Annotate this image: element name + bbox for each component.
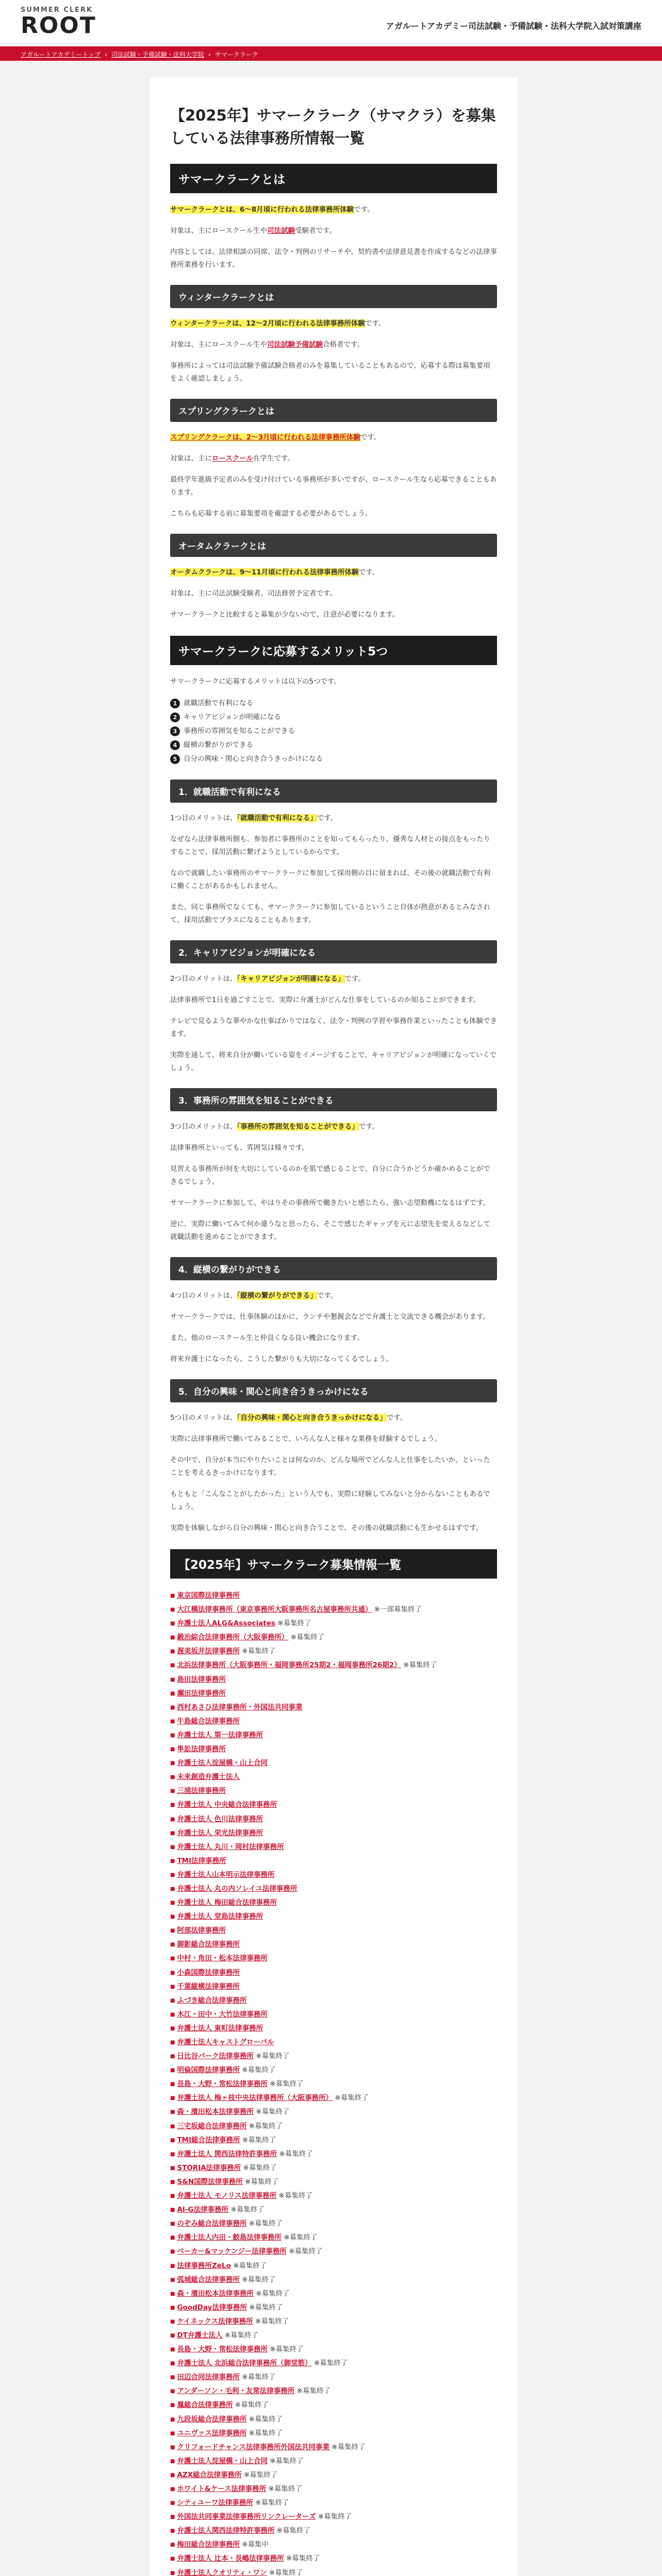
firm-link[interactable]: 森・濱田松本法律事務所 [177,2108,254,2116]
paragraph [170,1412,497,1425]
firm-status: 募集終了 [292,2554,320,2563]
firm-list-item: ■ シティユーワ法律事務所 ※募集終了 [170,2496,497,2510]
highlight-text: ウィンタークラークは、12〜2月頃に行われる法律事務所体験 [170,319,365,328]
firm-status: 募集終了 [261,2052,290,2061]
firm-status: 募集中 [247,2540,269,2549]
firm-link[interactable]: 阿部法律事務所 [177,1926,226,1935]
firm-list-item [170,1728,497,1742]
logo-wordmark [21,14,124,38]
section-heading-summer-clerk: サマークラークとは [170,164,497,193]
firm-list [170,1589,497,2576]
firm-link[interactable]: ユニヴァス法律事務所 [177,2429,247,2437]
paragraph: 将来弁護士になったら、こうした繋がりも大切になってくるでしょう。 [170,1355,393,1363]
highlight-text: サマークラークとは、6〜8月頃に行われる法律事務所体験 [170,206,354,214]
firm-list-item: ■ クリフォードチャンス法律事務所外国法共同事業 ※募集終了 [170,2441,497,2454]
firm-link[interactable]: TMI総合法律事務所 [177,2136,240,2144]
number-badge-icon: 2 [170,713,180,722]
firm-link[interactable]: 北浜法律事務所（大阪事務所・福岡事務所25期2・福岡事務所26期2） [177,1661,401,1670]
firm-link[interactable]: 中村・角田・松本法律事務所 [177,1954,268,1963]
subsection-heading-merit-2: 2．キャリアビジョンが明確になる [170,940,497,963]
highlight-text: 「自分の興味・関心と向き合うきっかけになる」 [237,1414,387,1422]
page-title: 【2025年】サマークラーク（サマクラ）を募集している法律事務所情報一覧 [170,107,496,147]
list-item [170,710,497,724]
paragraph [170,973,497,986]
list-item [170,752,497,766]
firm-link[interactable]: STORIA法律事務所 [177,2163,241,2172]
firm-status: 募集終了 [285,2149,313,2158]
paragraph [170,812,497,825]
firm-link[interactable]: 三宅坂総合法律事務所 [177,2122,247,2130]
text: 合格者です。 [323,341,364,349]
paragraph: もともと「こんなことがしたかった」という人でも、実際に経験してみないと分からないこともあるでしょう。 [170,1490,490,1511]
site-header [0,0,662,46]
firm-link[interactable]: 弁護士法人 丸川・岡村法律事務所 [177,1842,284,1851]
highlight-text: オータムクラークは、9〜11月頃に行われる法律事務所体験 [170,568,359,577]
subsection-heading-autumn-clerk: オータムクラークとは [170,534,497,557]
firm-list-item: ■ 九段坂総合法律事務所 ※募集終了 [170,2413,497,2427]
firm-link[interactable]: 弁護士法人 北浜総合法律事務所（御堂筋） [177,2359,312,2368]
firm-link[interactable]: 弁護士法人 東町法律事務所 [177,2024,263,2032]
paragraph: 法律事務所で1日を過ごすことで、実際に弁護士がどんな仕事をしているのか知ることができます。 [170,996,481,1004]
firm-list-item: ■ アンダーソン・毛利・友常法律事務所 ※募集終了 [170,2384,497,2398]
firm-link[interactable]: 弁護士法人クオリティ・ワン [177,2568,267,2576]
firm-list-item: ■ のぞみ総合法律事務所 ※募集終了 [170,2217,497,2231]
text: 就職活動で有利になる [184,699,253,707]
firm-link[interactable]: 弁護士法人 丸の内ソレイユ法律事務所 [177,1884,297,1893]
firm-link[interactable]: 九段坂総合法律事務所 [177,2415,247,2424]
logo-wordmark-text: ROOT [21,12,96,39]
subsection-heading-winter-clerk: ウィンタークラークとは [170,285,497,308]
firm-link[interactable]: 弁護士法人 中央総合法律事務所 [177,1801,277,1809]
firm-link[interactable]: 弁護士法人 栄光法律事務所 [177,1828,263,1837]
paragraph: こちらも応募する前に募集要項を確認する必要があるでしょう。 [170,510,372,518]
firm-list-item [170,1673,497,1687]
firm-list-item [170,1826,497,1840]
firm-link[interactable]: 弁護士法人淀屋橋・山上合同 [177,2456,268,2465]
firm-status: 募集終了 [241,2401,269,2410]
firm-link[interactable]: 法律事務所ZeLo [177,2261,231,2270]
firm-list-item: ■ 長島・大野・常松法律事務所 ※募集終了 [170,2077,497,2091]
firm-link[interactable]: 梅田総合法律事務所 [177,2540,240,2549]
header-site-title[interactable]: アガルートアカデミー司法試験・予備試験・法科大学院入試対策講座 [386,21,641,31]
firm-list-item: ■ 弁護士法人内田・鮫島法律事務所 ※募集終了 [170,2231,497,2245]
subsection-heading-spring-clerk: スプリングクラークとは [170,399,497,422]
text: です。 [344,975,365,983]
paragraph: 最終学年進級予定者のみを受け付けている事務所が多いですが、ロースクール生なら応募できることもあります。 [170,476,497,497]
firm-list-item [170,1882,497,1896]
firm-list-item [170,1938,497,1952]
firm-link[interactable]: ホワイト&ケース法律事務所 [177,2485,267,2493]
firm-status: 募集終了 [247,2275,276,2284]
subsection-heading-merit-3: 3．事務所の雰囲気を知ることができる [170,1088,497,1111]
inline-link[interactable]: ロースクール [212,454,254,463]
paragraph: また、同じ事務所でなくても、サマークラークに参加しているということ自体が熱意があるとみなされて、採用活動でプラスになることもあります。 [170,903,490,924]
firm-link[interactable]: 森・濱田松本法律事務所 [177,2289,254,2298]
firm-link[interactable]: 明倫国際法律事務所 [177,2066,240,2075]
firm-list-item: ■ 三宅坂総合法律事務所 ※募集終了 [170,2120,497,2133]
firm-list-item [170,2022,497,2036]
firm-list-item: ■ 弁護士法人ALG&Associates ※募集終了 [170,1617,497,1631]
firm-status: 募集終了 [296,1633,325,1642]
firm-link[interactable]: 弁護士法人内田・鮫島法律事務所 [177,2233,282,2242]
text: 3つ目のメリットは、 [170,1123,237,1131]
text: 縦横の繋がりができる [184,741,253,749]
firm-status: 募集終了 [236,2206,264,2214]
firm-link[interactable]: TMI法律事務所 [177,1856,226,1865]
text: 4つ目のメリットは、 [170,1292,237,1300]
highlight-text: 「キャリアビジョンが明確になる」 [237,975,345,983]
paragraph [170,566,497,579]
firm-link[interactable]: 東京国際法律事務所 [177,1591,240,1600]
firm-link[interactable]: 千葉縦横法律事務所 [177,1982,240,1991]
firm-link[interactable]: 木江・田中・大竹法律事務所 [177,2010,268,2019]
firm-list-item: ■ ホワイト&ケース法律事務所 ※募集終了 [170,2482,497,2496]
firm-list-item [170,2036,497,2049]
firm-link[interactable]: のぞみ総合法律事務所 [177,2219,247,2228]
firm-list-item: ■ 鳳総合法律事務所 ※募集終了 [170,2398,497,2412]
firm-list-item: ■ 森・濱田松本法律事務所 ※募集終了 [170,2287,497,2301]
paragraph [170,452,497,465]
firm-status: 募集終了 [409,1661,437,1670]
firm-status: 募集終了 [230,2331,258,2340]
firm-list-item: ■ 鍛冶綜合法律事務所（大阪事務所） ※募集終了 [170,1631,497,1645]
firm-status: 募集終了 [255,2122,283,2130]
list-item [170,738,497,752]
firm-link[interactable]: 田辺合同法律事務所 [177,2373,240,2382]
text: 受験者です。 [295,227,336,235]
firm-status: 募集終了 [320,2359,348,2368]
text: 対象は、主にロースクール生や [170,227,268,235]
firm-list-item [170,1812,497,1826]
firm-status: 募集終了 [275,2568,303,2576]
text: 5つ目のメリットは、 [170,1414,237,1422]
paragraph: サマークラークに参加して、やはりその事務所で働きたいと感じたら、強い志望動機になるはずです。 [170,1199,490,1207]
firm-link[interactable]: 弁護士法人 第一法律事務所 [177,1731,263,1739]
firm-list-item: ■ AZX総合法律事務所 ※募集終了 [170,2468,497,2482]
firm-list-item [170,1868,497,1882]
highlight-text: 「事務所の雰囲気を知ることができる」 [237,1123,359,1131]
firm-link[interactable]: 隼訟法律事務所 [177,1745,226,1754]
firm-status: 募集終了 [337,2443,366,2451]
text: です。 [360,433,381,442]
paragraph: なぜなら法律事務所側も、参加者に事務所のことを知ってもらったり、優秀な人材との接点をもったりすることで、採用活動に繋げようとしているからです。 [170,835,490,856]
firm-list-item [170,1966,497,1980]
firm-list-item [170,1589,497,1603]
firm-list-item: ■ 法律事務所ZeLo ※募集終了 [170,2259,497,2273]
text: 2つ目のメリットは、 [170,975,237,983]
firm-list-item [170,1994,497,2008]
text: 自分の興味・関心と向き合うきっかけになる [184,755,323,763]
breadcrumb-separator-icon: › [208,51,211,58]
firm-status: 募集終了 [247,2373,276,2382]
firm-status: 募集終了 [283,1619,311,1628]
firm-link[interactable]: ケイネックス法律事務所 [177,2317,253,2326]
firm-link[interactable]: 弁護士法人山本明示法律事務所 [177,1870,275,1879]
text: です。 [317,814,338,822]
firm-link[interactable]: 未来創造弁護士法人 [177,1773,240,1782]
text: です。 [358,1123,379,1131]
firm-list-item: ■ 弁護士法人関西法律特許事務所 ※募集終了 [170,2524,497,2538]
text: 在学生です。 [253,454,294,463]
inline-link[interactable]: 司法試験予備試験 [267,341,323,349]
paragraph [170,1121,497,1133]
firm-link[interactable]: 鳳総合法律事務所 [177,2401,233,2410]
paragraph: 実際を体験しながら自分の興味・関心と向き合うことで、その後の就職活動にも生かせるはずです。 [170,1524,483,1532]
logo-subtitle: SUMMER CLERK [21,6,93,14]
number-badge-icon: 3 [170,726,180,736]
firm-status: 募集終了 [275,2345,304,2354]
firm-link[interactable]: 長島・大野・常松法律事務所 [177,2080,268,2089]
number-badge-icon: 1 [170,699,180,708]
breadcrumb-item-current: サマークラーク [214,51,258,58]
firm-status: 募集終了 [251,2177,279,2186]
firm-list-item: ■ 日比谷パーク法律事務所 ※募集終了 [170,2049,497,2063]
firm-list-item: ■ 長島・大野・常松法律事務所 ※募集終了 [170,2343,497,2357]
firm-link[interactable]: 瀬田法律事務所 [177,1689,226,1698]
firm-list-item: ■ ユニヴァス法律事務所 ※募集終了 [170,2427,497,2441]
firm-status: 募集終了 [255,2303,283,2312]
firm-list-item: ■ 弁護士法人 梅ヶ枝中央法律事務所（大阪事務所） ※募集終了 [170,2091,497,2105]
firm-link[interactable]: 弁護士法人キャストグローバル [177,2038,274,2046]
firm-status: 募集終了 [247,2066,276,2075]
firm-list-item: ■ 弧城総合法律事務所 ※募集終了 [170,2273,497,2287]
firm-list-item [170,1784,497,1798]
firm-link[interactable]: 御影総合法律事務所 [177,1940,240,1949]
firm-link[interactable]: ふづき総合法律事務所 [177,1996,247,2005]
firm-list-item: ■ 外国法共同事業法律事務所リンクレーターズ ※募集終了 [170,2510,497,2524]
firm-status: 募集終了 [255,2219,283,2228]
firm-link[interactable]: 鍛冶綜合法律事務所（大阪事務所） [177,1633,289,1642]
firm-status: 募集終了 [283,2527,311,2535]
subsection-heading-merit-1: 1．就職活動で有利になる [170,779,497,803]
paragraph: サマークラークでは、仕事体験のほかに、ランチや懇親会などで弁護士と交流できる機会があります。 [170,1313,490,1321]
highlight-text: 「縦横の繋がりができる」 [237,1292,317,1300]
paragraph: 逆に、実際に働いてみて何か違うなと思ったら、そこで感じたギャップを元に志望先を変えるなどして就職活動を進めることができます。 [170,1220,490,1241]
text: です。 [317,1292,338,1300]
firm-link[interactable]: 西村あさひ法律事務所・外国法共同事業 [177,1703,303,1711]
firm-list-item [170,1924,497,1938]
paragraph [170,338,497,351]
firm-link[interactable]: 弁護士法人 モノリス法律事務所 [177,2192,277,2200]
firm-list-item: ■ 弁護士法人 関西法律特許事務所 ※募集終了 [170,2147,497,2161]
firm-list-item: ■ GoodDay法律事務所 ※募集終了 [170,2301,497,2315]
firm-link[interactable]: 渥美坂井法律事務所 [177,1647,240,1656]
firm-link[interactable]: AZX総合法律事務所 [177,2470,242,2479]
subsection-heading-merit-5: 5．自分の興味・関心と向き合うきっかけになる [170,1379,497,1402]
inline-link[interactable]: 司法試験 [267,227,295,235]
merit-list [170,697,497,766]
firm-list-item: ■ 明倫国際法律事務所 ※募集終了 [170,2063,497,2077]
firm-link[interactable]: 大江橋法律事務所（東京事務所大阪事務所名古屋事務所共通） [177,1605,372,1614]
firm-status: 募集終了 [254,2429,283,2437]
text: 1つ目のメリットは、 [170,814,237,822]
firm-list-item: ■ 森・濱田松本法律事務所 ※募集終了 [170,2105,497,2119]
paragraph [170,204,497,216]
paragraph: 事務所によっては司法試験予備試験合格者のみを募集していることもあるので、応募する際は募集要項をよく確認しましょう。 [170,362,490,383]
firm-list-item [170,1742,497,1756]
firm-status: 一部募集終了 [380,1605,422,1614]
firm-status: 募集終了 [261,2317,289,2326]
firm-list-item [170,1687,497,1701]
firm-status: 募集終了 [255,2415,283,2424]
text: 対象は、主に [170,454,212,463]
paragraph [170,225,497,238]
firm-list-item: ■ DT弁護士法人 ※募集終了 [170,2329,497,2343]
paragraph: 法律事務所といっても、雰囲気は様々です。 [170,1144,309,1152]
firm-status: 募集終了 [261,2499,289,2507]
firm-link[interactable]: ベーカー&マッケンジー法律事務所 [177,2247,287,2256]
firm-link[interactable]: DT弁護士法人 [177,2331,223,2340]
firm-list-item [170,1854,497,1868]
list-item [170,697,497,710]
firm-status: 募集終了 [274,2485,302,2493]
paragraph: 見習える事務所が何を大切にしているのかを肌で感じることで、自分に合うかどうか確かめることができるでしょう。 [170,1165,490,1186]
text: です。 [386,1414,407,1422]
firm-list-item [170,1896,497,1910]
firm-status: 募集終了 [247,1647,276,1656]
paragraph [170,431,497,444]
firm-list-item [170,1952,497,1965]
firm-list-item [170,1980,497,1994]
firm-list-item: ■ S&N国際法律事務所 ※募集終了 [170,2175,497,2189]
paragraph: 対象は、主に司法試験受験者、司法修習予定者です。 [170,589,337,598]
paragraph: また、他のロースクール生と仲良くなる良い機会になります。 [170,1334,364,1342]
breadcrumb [0,46,662,61]
firm-list-item [170,1798,497,1812]
firm-link[interactable]: 弁護士法人関西法律特許事務所 [177,2527,275,2535]
firm-list-item [170,1701,497,1715]
firm-list-item [170,1770,497,1784]
firm-status: 募集終了 [289,2233,318,2242]
firm-link[interactable]: 弁護士法人ALG&Associates [177,1619,276,1628]
firm-link[interactable]: GoodDay法律事務所 [177,2303,247,2312]
firm-list-item [170,1715,497,1728]
firm-link[interactable]: 弁護士法人 堂島法律事務所 [177,1912,263,1921]
paragraph [170,317,497,330]
firm-list-item: ■ ベーカー&マッケンジー法律事務所 ※募集終了 [170,2245,497,2259]
firm-status: 募集終了 [294,2247,323,2256]
paragraph: 内容としては、法律相談の同席、法令・判例のリサーチや、契約書や法律意見書を作成するなどの法律事務所業務を行います。 [170,248,497,269]
firm-link[interactable]: 弁護士法人淀屋橋・山上合同 [177,1759,268,1768]
firm-list-item [170,1756,497,1770]
firm-list-item: ■ 弁護士法人 北浜総合法律事務所（御堂筋） ※募集終了 [170,2357,497,2370]
firm-list-item: ■ 弁護士法人 辻本・長嶋法律事務所 ※募集終了 [170,2552,497,2566]
firm-link[interactable]: 長島・大野・常松法律事務所 [177,2345,268,2354]
firm-link[interactable]: アンダーソン・毛利・友常法律事務所 [177,2387,295,2396]
firm-list-item: ■ 大江橋法律事務所（東京事務所大阪事務所名古屋事務所共通） ※一部募集終了 [170,1603,497,1617]
firm-list-item: ■ AI-G法律事務所 ※募集終了 [170,2203,497,2217]
firm-link[interactable]: 弁護士法人 色川法律事務所 [177,1815,263,1823]
paragraph [170,1290,497,1302]
firm-link[interactable]: AI-G法律事務所 [177,2206,229,2214]
firm-status: 募集終了 [302,2387,330,2396]
number-badge-icon: 4 [170,740,180,750]
number-badge-icon: 5 [170,754,180,764]
firm-link[interactable]: シティユーワ法律事務所 [177,2499,253,2507]
section-heading-firm-list: 【2025年】サマークラーク募集情報一覧 [170,1549,497,1579]
paragraph: サマークラークに応募するメリットは以下の5つです。 [170,677,341,686]
firm-list-item: ■ 北浜法律事務所（大阪事務所・福岡事務所25期2・福岡事務所26期2） ※募集終了 [170,1658,497,1672]
firm-list-item: ■ TMI総合法律事務所 ※募集終了 [170,2133,497,2147]
firm-link[interactable]: 弁護士法人 辻本・長嶋法律事務所 [177,2554,284,2563]
text: です。 [365,319,386,328]
paragraph: 実際を通して、将来自分が働いている姿をイメージすることで、キャリアビジョンが明確になっていくでしょう。 [170,1051,497,1072]
firm-status: 募集終了 [261,2108,290,2116]
text: キャリアビジョンが明確になる [184,713,281,721]
firm-status: 募集終了 [249,2163,277,2172]
highlight-text: 「就職活動で有利になる」 [237,814,317,822]
firm-status: 募集終了 [284,2192,312,2200]
paragraph: サマークラークと比較すると募集が少ないので、注意が必要になります。 [170,611,400,619]
firm-list-item: ■ ケイネックス法律事務所 ※募集終了 [170,2315,497,2329]
firm-status: 募集終了 [324,2513,352,2521]
section-heading-merits: サマークラークに応募するメリット5つ [170,636,497,665]
breadcrumb-item-home[interactable]: アガルートアカデミートップ [21,51,101,58]
subsection-heading-merit-4: 4．縦横の繋がりができる [170,1257,497,1280]
firm-link[interactable]: 日比谷パーク法律事務所 [177,2052,254,2061]
firm-link[interactable]: 弁護士法人 関西法律特許事務所 [177,2149,277,2158]
firm-link[interactable]: 外国法共同事業法律事務所リンクレーターズ [177,2513,316,2521]
highlight-text [170,433,360,442]
firm-link[interactable]: クリフォードチャンス法律事務所外国法共同事業 [177,2443,329,2451]
firm-link[interactable]: 弁護士法人 梅田総合法律事務所 [177,1899,277,1907]
text: です。 [354,206,374,214]
firm-list-item: ■ 弁護士法人淀屋橋・山上合同 ※募集終了 [170,2454,497,2468]
firm-link[interactable]: S&N国際法律事務所 [177,2177,243,2186]
firm-status: 募集終了 [239,2261,267,2270]
site-logo[interactable] [21,6,124,42]
firm-list-item [170,1910,497,1924]
article-card [150,77,518,2576]
firm-status: 募集終了 [261,2289,290,2298]
firm-status: 募集終了 [275,2456,304,2465]
firm-list-item: ■ 弁護士法人 モノリス法律事務所 ※募集終了 [170,2189,497,2203]
firm-link[interactable]: 小森国際法律事務所 [177,1968,240,1977]
firm-link[interactable]: 三浦法律事務所 [177,1787,226,1795]
text: です。 [358,568,379,577]
firm-list-item: ■ 渥美坂井法律事務所 ※募集終了 [170,1645,497,1658]
firm-link[interactable]: 牛島総合法律事務所 [177,1717,240,1725]
inline-link[interactable]: スプリングクラークは、2〜3月頃に行われる法律事務所体験 [170,433,360,442]
breadcrumb-item-category[interactable]: 司法試験・予備試験・法科大学院 [111,51,204,58]
firm-list-item [170,1840,497,1854]
paragraph: テレビで見るような華やかな仕事ばかりではなく、法令・判例の学習や事務作業といったことも体験できます。 [170,1017,497,1038]
text: 対象は、主にロースクール生や [170,341,268,349]
paragraph: その中で、自分が本当にやりたいことは何なのか、どんな場所でどんな人と仕事をしたいか、といったことを考えるきっかけになります。 [170,1456,490,1477]
breadcrumb-separator-icon: › [105,51,107,58]
firm-status: 募集終了 [340,2094,369,2103]
paragraph: なので就職したい事務所のサマークラークに参加して採用側の目に留まれば、その後の就職活動で有利に働くことがあるかもしれません。 [170,869,490,890]
paragraph: 実際に法律事務所で働いてみることで、いろんな人と様々な業務を経験するでしょう。 [170,1435,442,1443]
firm-status: 募集終了 [250,2470,278,2479]
firm-list-item: ■ 弁護士法人クオリティ・ワン ※募集終了 [170,2566,497,2576]
firm-list-item [170,2008,497,2022]
text: 事務所の雰囲気を知ることができる [184,727,295,735]
firm-link[interactable]: 弁護士法人 梅ヶ枝中央法律事務所（大阪事務所） [177,2094,333,2103]
list-item [170,724,497,738]
firm-list-item: ■ 梅田総合法律事務所 ※募集中 [170,2538,497,2552]
firm-list-item: ■ 田辺合同法律事務所 ※募集終了 [170,2370,497,2384]
firm-status: 募集終了 [275,2080,304,2089]
firm-link[interactable]: 島田法律事務所 [177,1675,226,1684]
firm-list-item: ■ STORIA法律事務所 ※募集終了 [170,2161,497,2175]
firm-link[interactable]: 弧城総合法律事務所 [177,2275,240,2284]
firm-status: 募集終了 [248,2136,276,2144]
